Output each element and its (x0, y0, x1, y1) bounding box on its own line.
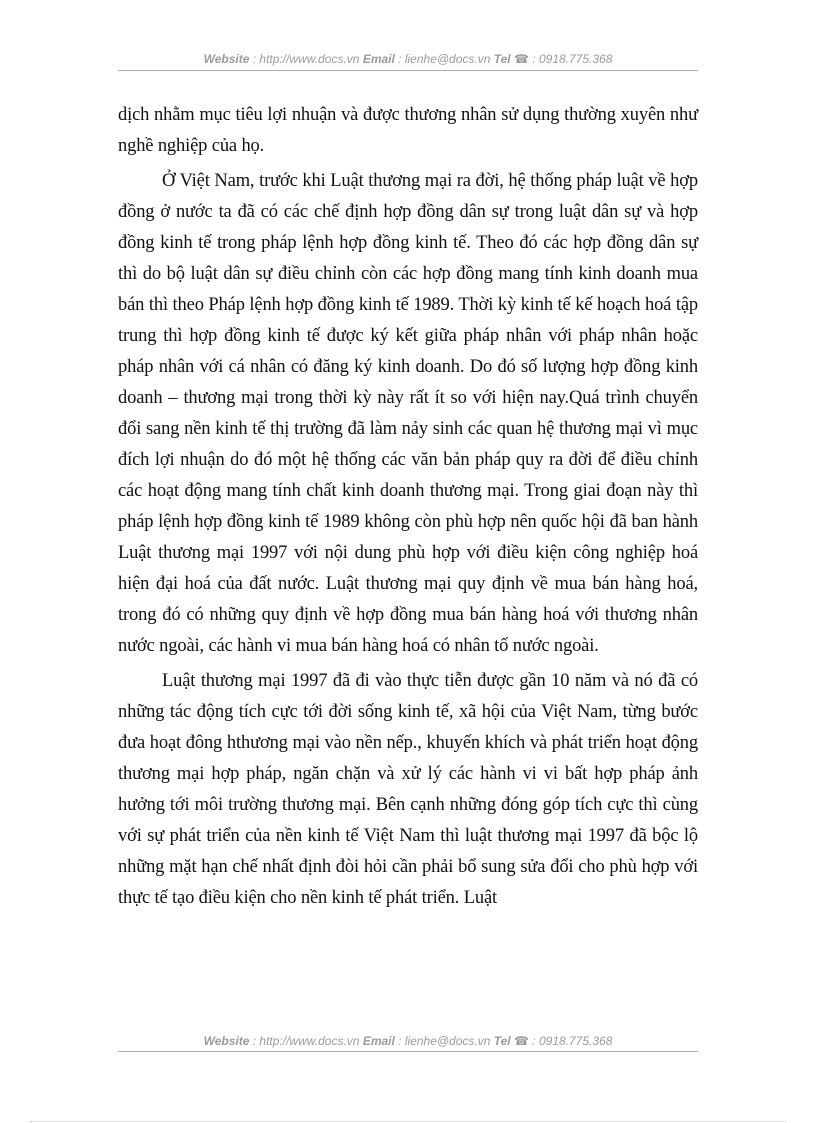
paragraph-1: dịch nhằm mục tiêu lợi nhuận và được thương nhân sử dụng thường xuyên như nghề nghiệp của họ. (118, 105, 698, 156)
footer-email-label: Email (362, 1034, 395, 1048)
footer-website-value: : http://www.docs.vn (252, 1034, 360, 1048)
footer-email-value: : lienhe@docs.vn (398, 1034, 491, 1048)
phone-icon: ☎ (514, 1034, 529, 1048)
phone-icon: ☎ (514, 52, 529, 66)
page-header (118, 52, 698, 66)
paragraph-3: Luật thương mại 1997 đã đi vào thực tiễn được gần 10 năm và nó đã có những tác động tích cực tới đời sống kinh tế, xã hội của Việt Nam, từng bước đưa hoạt đông hthương mại vào nền nếp., khuyến khích và phát triển hoạt động thương mại hợp pháp, ngăn chặn và xử lý các hành vi vi bất hợp pháp ảnh hưởng tới môi trường thương mại. Bên cạnh những đóng góp tích cực thì cùng với sự phát triển của nền kinh tế Việt Nam thì luật thương mại 1997 đã bộc lộ những mặt hạn chế nhất định đòi hỏi cần phải bổ sung sửa đổi cho phù hợp với thực tế tạo điều kiện cho nền kinh tế phát triển. Luật (118, 671, 698, 908)
header-email-value: : lienhe@docs.vn (398, 52, 491, 66)
footer-tel-label: Tel (493, 1034, 511, 1048)
header-tel-label: Tel (493, 52, 511, 66)
header-tel-value: : 0918.775.368 (532, 52, 613, 66)
footer-website-label: Website (203, 1034, 250, 1048)
header-rule (118, 70, 698, 71)
header-website-value: : http://www.docs.vn (252, 52, 360, 66)
header-email-label: Email (362, 52, 395, 66)
header-website-label: Website (203, 52, 250, 66)
paragraph-2: Ở Việt Nam, trước khi Luật thương mại ra đời, hệ thống pháp luật về hợp đồng ở nước ta đã có các chế định hợp đồng dân sự trong luật dân sự và hợp đồng kinh tế trong pháp lệnh hợp đồng kinh tế. Theo đó các hợp đồng dân sự thì do bộ luật dân sự điều chỉnh còn các hợp đồng mang tính kinh doanh mua bán thì theo Pháp lệnh hợp đồng kinh tế 1989. Thời kỳ kinh tế kế hoạch hoá tập trung thì hợp đồng kinh tế được ký kết giữa pháp nhân với pháp nhân hoặc pháp nhân với cá nhân có đăng ký kinh doanh. Do đó số lượng hợp đồng kinh doanh – thương mại trong thời kỳ này rất ít so với hiện nay.Quá trình chuyển đổi sang nền kinh tế thị trường đã làm nảy sinh các quan hệ thương mại vì mục đích lợi nhuận do đó một hệ thống các văn bản pháp quy ra đời để điều chỉnh các hoạt động mang tính chất kinh doanh thương mại. Trong giai đoạn này thì pháp lệnh hợp đồng kinh tế 1989 không còn phù hợp nên quốc hội đã ban hành Luật thương mại 1997 với nội dung phù hợp với điều kiện công nghiệp hoá hiện đại hoá của đất nước. Luật thương mại quy định về mua bán hàng hoá, trong đó có những quy định về hợp đồng mua bán hàng hoá với thương nhân nước ngoài, các hành vi mua bán hàng hoá có nhân tố nước ngoài. (118, 171, 698, 656)
page-boundary (30, 1121, 786, 1122)
page-footer (118, 1034, 698, 1048)
document-body (118, 100, 698, 918)
footer-tel-value: : 0918.775.368 (532, 1034, 613, 1048)
footer-rule (118, 1051, 698, 1052)
